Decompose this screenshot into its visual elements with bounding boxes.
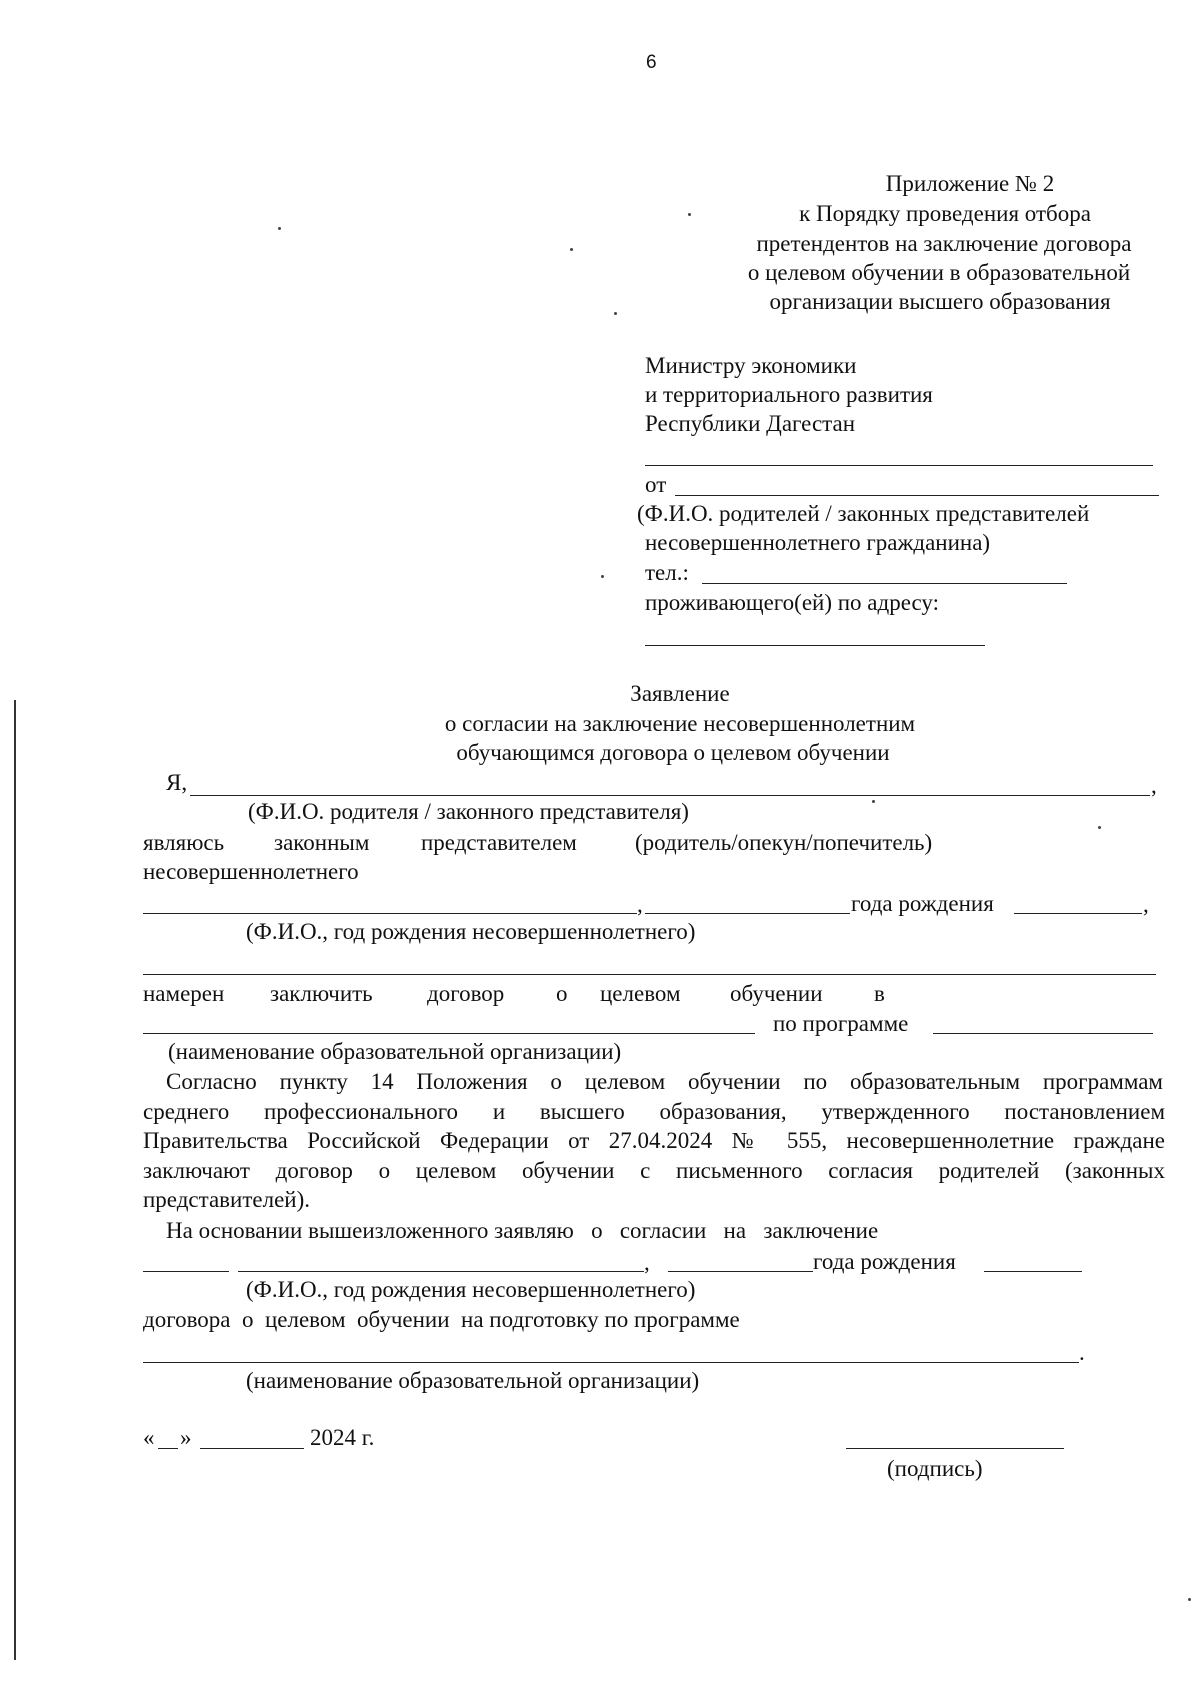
scan-speck	[688, 213, 691, 216]
parent-caption: (Ф.И.О. родителя / законного представителя)	[248, 799, 689, 824]
appendix-line: претендентов на заключение договора	[756, 231, 1132, 256]
paragraph-line: представителей).	[143, 1187, 310, 1212]
intends-word: обучении	[730, 981, 823, 1006]
organization-caption: (наименование образовательной организации)	[168, 1039, 622, 1064]
phone-label: тел.:	[645, 560, 689, 585]
being-word: законным	[274, 830, 370, 855]
birth-year-field[interactable]	[1014, 913, 1142, 914]
year-text: 2024 г.	[310, 1425, 375, 1450]
paragraph-line: среднего профессионального и высшего образования, утвержденного постановлением	[143, 1099, 1165, 1124]
minor-caption-2: (Ф.И.О., год рождения несовершеннолетнего)	[246, 1277, 696, 1302]
birth-year-field-2[interactable]	[984, 1271, 1082, 1272]
scan-speck	[1188, 1598, 1191, 1601]
from-caption: несовершеннолетнего гражданина)	[645, 530, 991, 555]
minor-name-field-2b[interactable]	[238, 1271, 644, 1272]
document-subtitle: о согласии на заключение несовершеннолетним	[444, 711, 916, 736]
scan-speck	[872, 800, 875, 803]
minor-name-field-2a[interactable]	[143, 1271, 229, 1272]
program-label: по программе	[773, 1011, 909, 1036]
addressee-line: и территориального развития	[645, 382, 933, 407]
minor-caption: (Ф.И.О., год рождения несовершеннолетнего)	[246, 919, 696, 944]
date-quote-open: «	[143, 1425, 155, 1450]
birth-year-label: года рождения	[813, 1249, 956, 1274]
intends-word: заключить	[270, 981, 373, 1006]
intends-word: в	[874, 981, 885, 1006]
parent-name-field[interactable]	[190, 795, 1150, 796]
organization-field[interactable]	[143, 1033, 755, 1034]
appendix-line: к Порядку проведения отбора	[799, 201, 1091, 226]
date-day-field[interactable]	[158, 1448, 178, 1449]
intends-word: о	[556, 981, 568, 1006]
minor-birthdate-field[interactable]	[645, 913, 850, 914]
organization-field-2[interactable]	[143, 1362, 1079, 1363]
scan-speck	[570, 248, 573, 251]
appendix-title: Приложение № 2	[885, 171, 1055, 196]
address-field[interactable]	[645, 645, 985, 646]
date-month-field[interactable]	[200, 1448, 304, 1449]
program-field[interactable]	[933, 1033, 1153, 1034]
appendix-line: о целевом обучении в образовательной	[747, 260, 1131, 285]
page-number: 6	[646, 52, 657, 73]
being-word: представителем	[421, 830, 577, 855]
paragraph-line: Согласно пункту 14 Положения о целевом обучении по образовательным программам	[166, 1069, 1163, 1094]
document-title: Заявление	[630, 681, 730, 706]
comma: ,	[637, 892, 643, 917]
minor-name-field[interactable]	[143, 913, 637, 914]
organization-caption-2: (наименование образовательной организации)	[246, 1368, 700, 1393]
signature-caption: (подпись)	[887, 1456, 983, 1481]
scan-speck	[601, 575, 604, 578]
address-label: проживающего(ей) по адресу:	[645, 590, 939, 615]
ya-label: Я,	[166, 770, 188, 795]
comma: ,	[644, 1250, 650, 1275]
period: .	[1079, 1340, 1085, 1365]
basis-text: На основании вышеизложенного заявляю о согласии на заключение	[166, 1218, 879, 1243]
contract-text: договора о целевом обучении на подготовку по программе	[143, 1307, 740, 1332]
blank-line[interactable]	[143, 974, 1156, 975]
signature-field[interactable]	[846, 1448, 1064, 1449]
from-caption: (Ф.И.О. родителей / законных представителей	[637, 501, 1090, 526]
from-label: от	[645, 472, 667, 497]
scan-speck	[614, 312, 617, 315]
comma: ,	[1151, 773, 1157, 798]
being-word: являюсь	[143, 830, 225, 855]
document-subtitle: обучающимся договора о целевом обучении	[456, 740, 890, 765]
scan-speck	[278, 227, 281, 230]
addressee-blank-line[interactable]	[645, 465, 1153, 466]
birth-year-label: года рождения	[851, 891, 994, 916]
appendix-line: организации высшего образования	[769, 289, 1111, 314]
date-quote-close: »	[180, 1425, 192, 1450]
from-name-field[interactable]	[675, 495, 1159, 496]
paragraph-line: Правительства Российской Федерации от 27.04.2024 № 555, несовершеннолетние граждане	[143, 1128, 1165, 1153]
comma: ,	[1143, 892, 1149, 917]
intends-word: целевом	[600, 981, 681, 1006]
intends-word: договор	[427, 981, 505, 1006]
paragraph-line: заключают договор о целевом обучении с письменного согласия родителей (законных	[143, 1158, 1165, 1183]
phone-field[interactable]	[702, 583, 1067, 584]
addressee-line: Министру экономики	[645, 353, 857, 378]
being-word: (родитель/опекун/попечитель)	[635, 830, 933, 855]
minor-birthdate-field-2[interactable]	[668, 1271, 813, 1272]
scan-speck	[1098, 826, 1101, 829]
addressee-line: Республики Дагестан	[645, 411, 855, 436]
intends-word: намерен	[143, 981, 225, 1006]
scan-edge-line	[14, 700, 16, 1660]
minor-word: несовершеннолетнего	[143, 859, 359, 884]
